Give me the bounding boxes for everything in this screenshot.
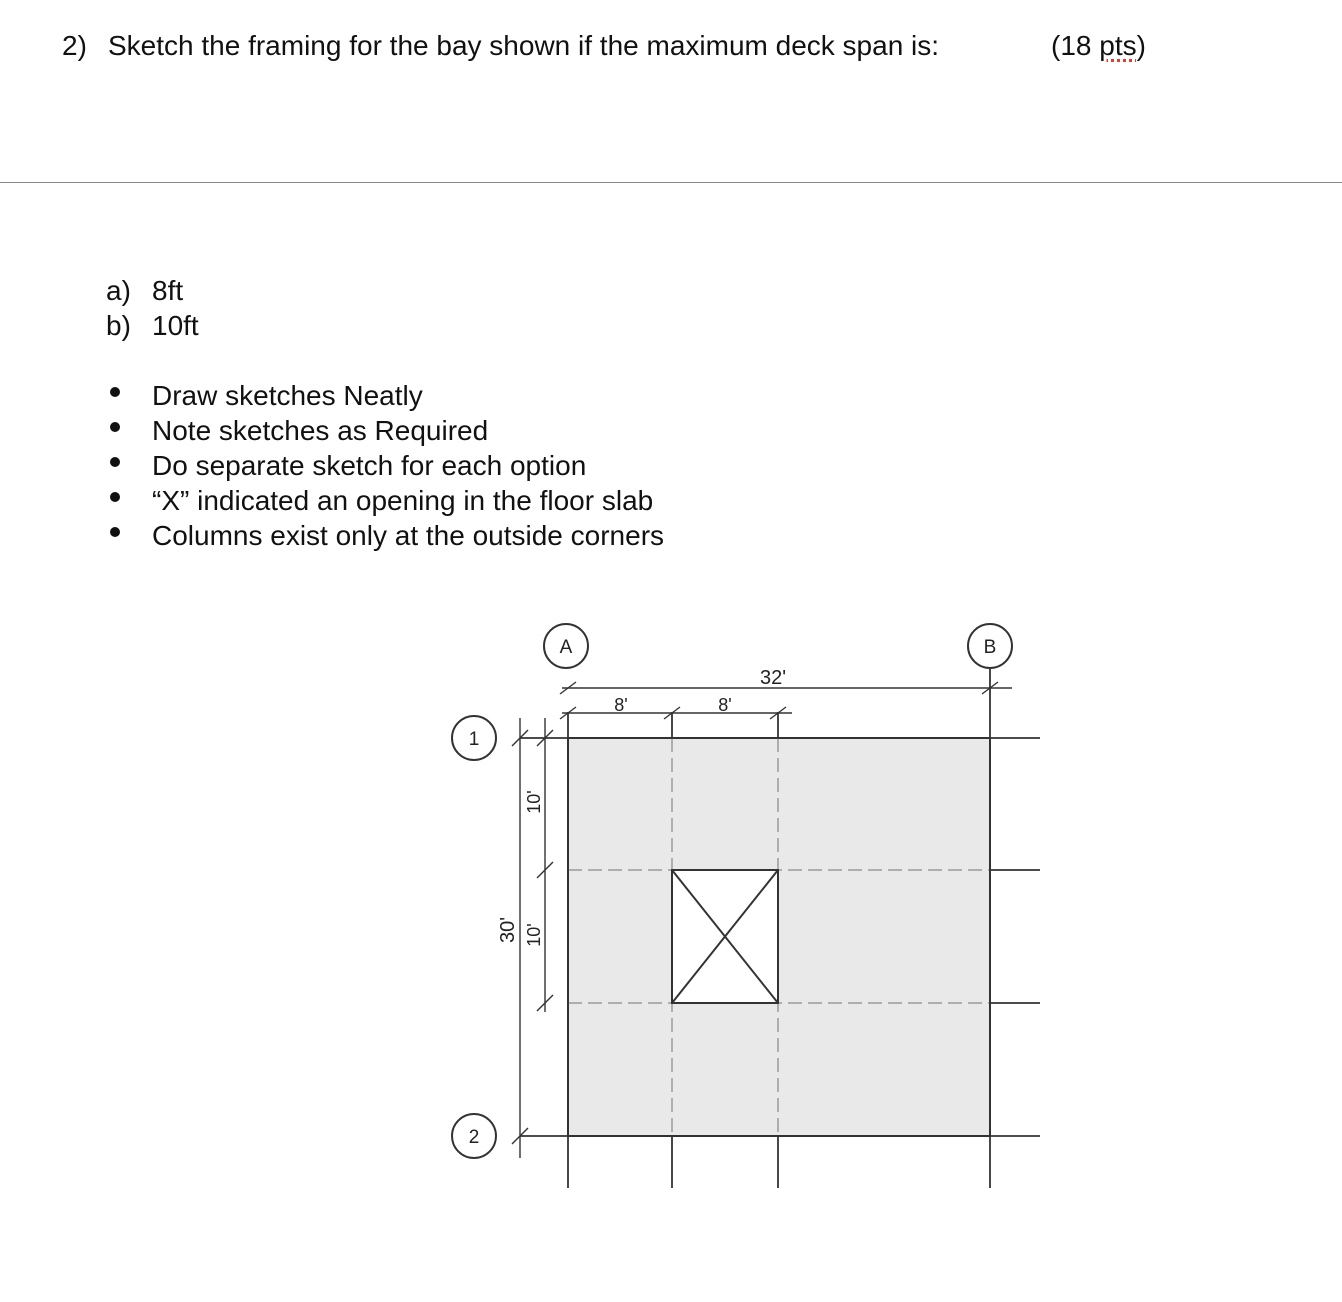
dimension-total-y: 30' <box>497 916 519 944</box>
list-item <box>110 518 664 553</box>
points-open: (18 <box>1051 30 1100 61</box>
span-options <box>106 273 199 343</box>
bullet-icon <box>110 422 120 432</box>
grid-bubble-1 <box>452 716 496 760</box>
instruction-list <box>110 378 664 553</box>
points-label <box>1051 30 1146 62</box>
bullet-icon <box>110 457 120 467</box>
option-letter: b) <box>106 310 131 341</box>
grid-bubble-2 <box>452 1114 496 1158</box>
instruction-text: “X” indicated an opening in the floor slab <box>152 485 654 516</box>
dimension-segment-y: 10' <box>524 923 544 947</box>
instruction-text: Columns exist only at the outside corners <box>152 520 665 551</box>
dimension-segment-y: 10' <box>524 790 544 814</box>
grid-bubble-a <box>544 624 588 668</box>
bullet-icon <box>110 492 120 502</box>
grid-label-b: B <box>983 637 997 658</box>
instruction-text: Draw sketches Neatly <box>152 380 423 411</box>
question-number: 2) <box>62 30 87 61</box>
grid-label-a: A <box>559 637 573 658</box>
list-item <box>110 483 664 518</box>
floor-opening-x <box>672 870 778 1003</box>
instruction-text: Note sketches as Required <box>152 415 489 446</box>
bullet-icon <box>110 527 120 537</box>
points-word: pts <box>1099 30 1137 61</box>
dimension-segment-x: 8' <box>614 695 628 715</box>
list-item <box>110 378 664 413</box>
grid-bubble-b <box>968 624 1012 668</box>
dimension-segment-x: 8' <box>718 695 732 715</box>
instruction-text: Do separate sketch for each option <box>152 450 587 481</box>
grid-label-1: 1 <box>468 729 480 750</box>
bullet-icon <box>110 387 120 397</box>
grid-label-2: 2 <box>468 1127 480 1148</box>
option-letter: a) <box>106 275 131 306</box>
option-text: 10ft <box>152 310 199 341</box>
question-text: Sketch the framing for the bay shown if the maximum deck span is: <box>108 30 940 61</box>
bay-framing-diagram <box>440 620 1050 1200</box>
option-text: 8ft <box>152 275 184 306</box>
question-title <box>62 30 939 62</box>
list-item <box>110 448 664 483</box>
option-b <box>106 308 199 343</box>
list-item <box>110 413 664 448</box>
option-a <box>106 273 199 308</box>
points-close: ) <box>1136 30 1146 61</box>
section-divider <box>0 182 1342 183</box>
dimension-total-x: 32' <box>759 667 787 689</box>
